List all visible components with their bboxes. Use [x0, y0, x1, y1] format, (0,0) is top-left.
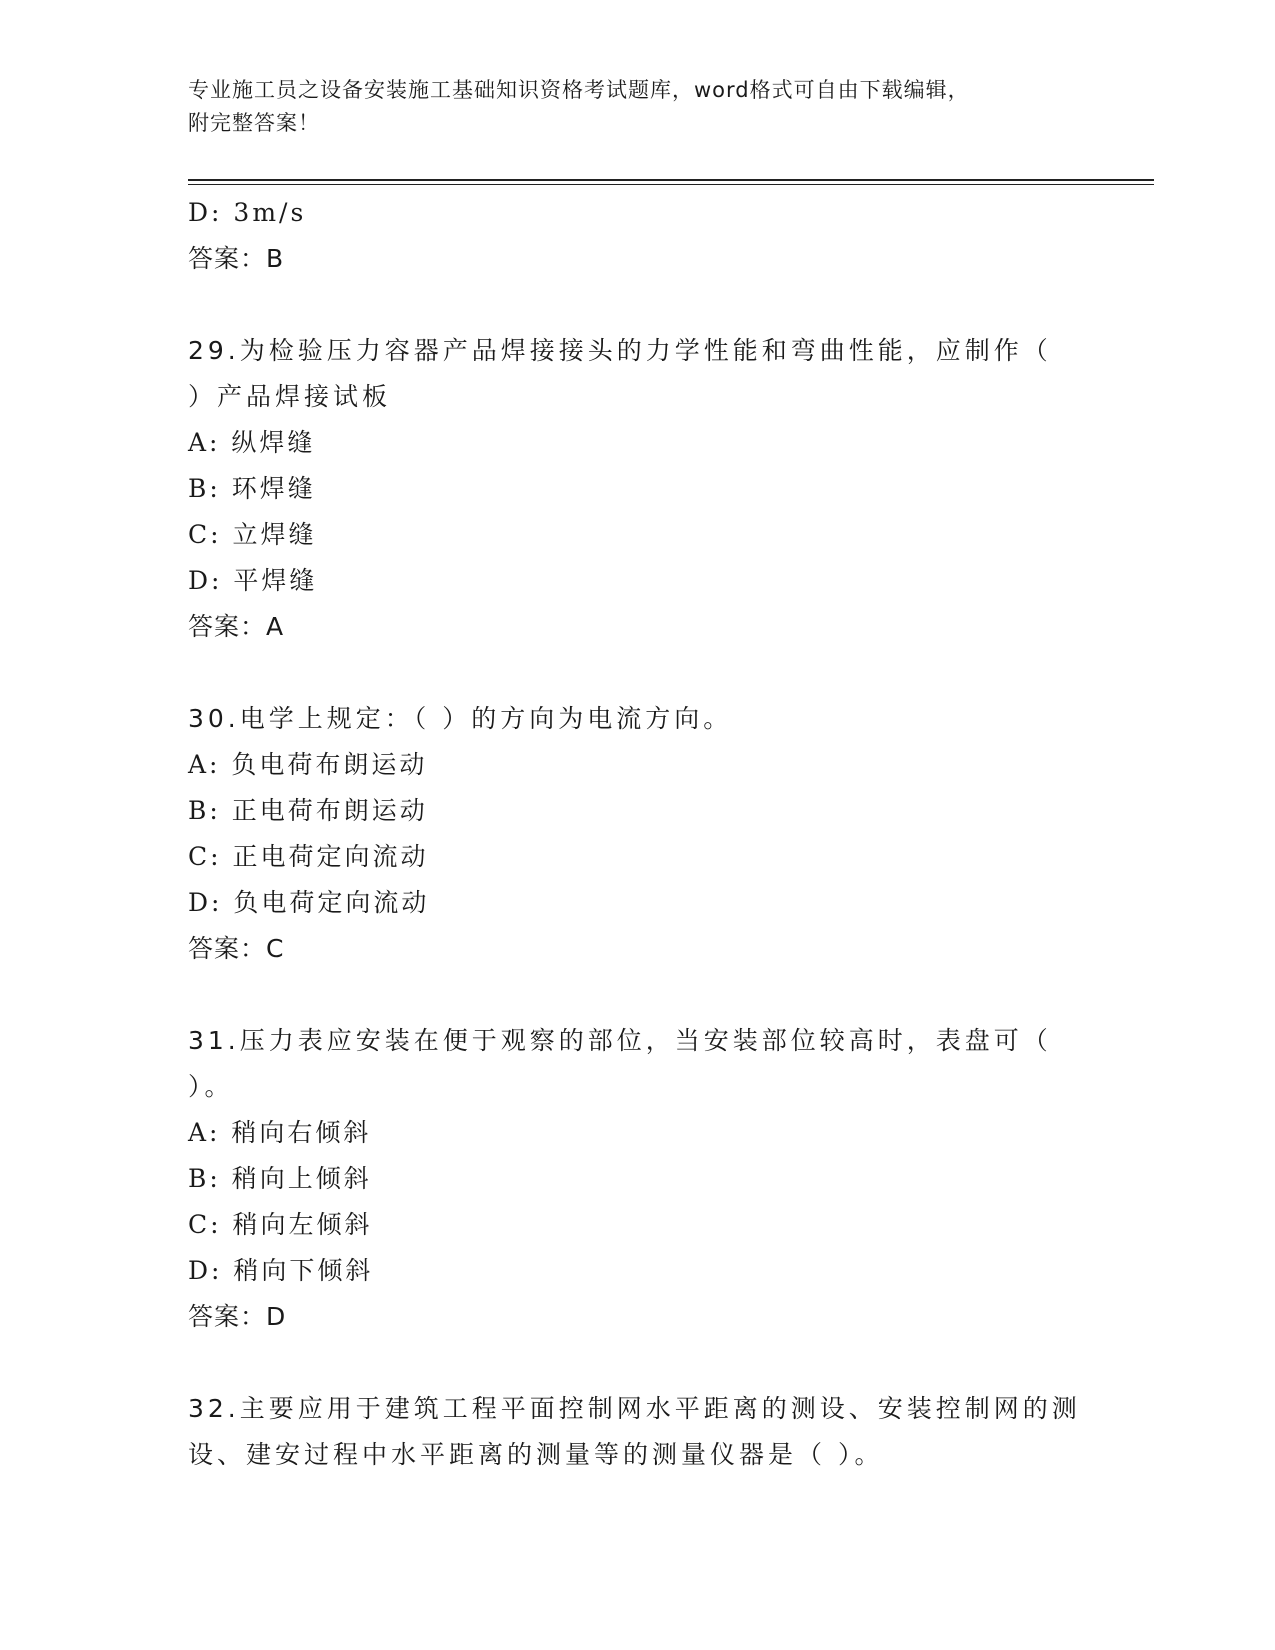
option-b: B: 稍向上倾斜: [188, 1164, 372, 1193]
header-divider-thick: [188, 179, 1154, 181]
option-d: D: 负电荷定向流动: [188, 888, 430, 917]
spacer: [188, 650, 1088, 696]
question-29: [188, 328, 1088, 650]
header-divider-thin: [188, 184, 1154, 185]
question-text: 32.主要应用于建筑工程平面控制网水平距离的测设、安装控制网的测: [188, 1394, 1081, 1423]
question-list: [188, 190, 1088, 1478]
option-c: C: 立焊缝: [188, 520, 317, 549]
option-c: C: 正电荷定向流动: [188, 842, 429, 871]
header-line-2: 附完整答案！: [188, 111, 320, 135]
option-d: D: 稍向下倾斜: [188, 1256, 374, 1285]
option-c: C: 稍向左倾斜: [188, 1210, 373, 1239]
answer: 答案：A: [188, 612, 285, 641]
answer: 答案：C: [188, 934, 285, 963]
option-a: A: 纵焊缝: [188, 428, 316, 457]
prev-option-d: D: 3m/s: [188, 198, 307, 227]
question-text-cont: ）产品焊接试板: [188, 382, 392, 411]
option-a: A: 负电荷布朗运动: [188, 750, 428, 779]
answer: 答案：D: [188, 1302, 287, 1331]
spacer: [188, 972, 1088, 1018]
option-b: B: 正电荷布朗运动: [188, 796, 428, 825]
question-text: 30.电学上规定：（ ）的方向为电流方向。: [188, 704, 733, 733]
question-text: 29.为检验压力容器产品焊接接头的力学性能和弯曲性能，应制作（: [188, 336, 1052, 365]
spacer: [188, 282, 1088, 328]
prev-answer: 答案：B: [188, 244, 285, 273]
header-line-1: 专业施工员之设备安装施工基础知识资格考试题库，word格式可自由下载编辑，: [188, 78, 970, 102]
question-text-cont: 设、建安过程中水平距离的测量等的测量仪器是（ ）。: [188, 1440, 884, 1469]
question-text: 31.压力表应安装在便于观察的部位，当安装部位较高时，表盘可（: [188, 1026, 1052, 1055]
option-b: B: 环焊缝: [188, 474, 316, 503]
option-d: D: 平焊缝: [188, 566, 318, 595]
question-text-cont: ）。: [188, 1072, 234, 1101]
question-32: [188, 1386, 1088, 1478]
question-31: [188, 1018, 1088, 1340]
option-a: A: 稍向右倾斜: [188, 1118, 372, 1147]
question-30: [188, 696, 1088, 972]
page-header: [188, 74, 1068, 140]
spacer: [188, 1340, 1088, 1386]
